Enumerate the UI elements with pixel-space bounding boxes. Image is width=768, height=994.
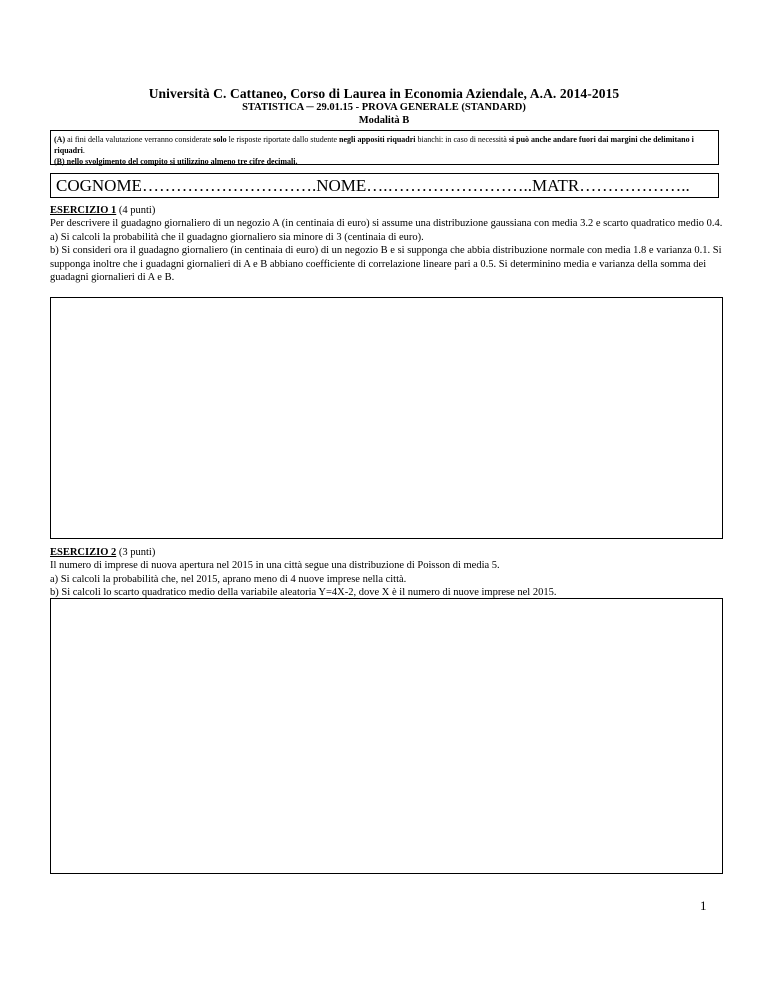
exercise-2-label: ESERCIZIO 2 — [50, 547, 117, 558]
instruction-a — [54, 134, 715, 156]
instruction-a-tag: (A) — [54, 135, 66, 144]
instruction-a-end: . — [82, 146, 85, 155]
exercise-1-question-b: b) Si consideri ora il guadagno giornaliero (in centinaia di euro) di un negozio B e si supponga che abbia distribuzione normale con media 1.8 e varianza 0.1. Si supponga inoltre che i guadagni giornalieri di A e B abbiano coefficiente di correlazione lineare pari a 0.5. Si determinino media e varianza della somma dei guadagni giornalieri di A e B. — [50, 245, 722, 284]
exercise-1-question-a: a) Si calcoli la probabilità che il guadagno giornaliero sia minore di 3 (centinaia di euro). — [50, 231, 424, 243]
exercise-2-intro: Il numero di imprese di nuova apertura nel 2015 in una città segue una distribuzione di Poisson di media 5. — [50, 560, 500, 572]
instructions-box — [50, 130, 719, 165]
instruction-a-margins: si può anche andare fuori dai margini che delimitano i riquadri — [54, 135, 694, 155]
exam-subtitle: STATISTICA ─ 29.01.15 - PROVA GENERALE (STANDARD) — [242, 102, 526, 113]
instruction-a-text-2: le risposte riportate dallo studente — [226, 135, 340, 144]
exam-variant: Modalità B — [358, 115, 410, 126]
instruction-a-text-1: ai fini della valutazione verranno considerate — [65, 135, 214, 144]
exercise-2-points: (3 punti) — [116, 547, 156, 558]
instruction-a-riquadri: negli appositi riquadri — [339, 135, 416, 144]
exercise-1-label: ESERCIZIO 1 — [50, 205, 117, 216]
exercise-2-heading — [50, 546, 725, 559]
page-number: 1 — [700, 898, 707, 913]
exercise-2-question-b: b) Si calcoli lo scarto quadratico medio della variabile aleatoria Y=4X-2, dove X è il numero di nuove imprese nel 2015. — [50, 587, 557, 599]
exercise-2 — [50, 546, 725, 600]
instruction-a-text-3: bianchi: in caso di necessità — [415, 135, 509, 144]
exercise-1 — [50, 204, 725, 284]
exercise-1-answer-box[interactable] — [50, 297, 723, 539]
instruction-b — [54, 156, 715, 167]
exercise-2-answer-box[interactable] — [50, 598, 723, 874]
instruction-a-solo: solo — [213, 135, 227, 144]
exercise-2-question-a: a) Si calcoli la probabilità che, nel 2015, aprano meno di 4 nuove imprese nella città. — [50, 573, 407, 585]
instruction-b-text: (B) nello svolgimento del compito si utilizzino almeno tre cifre decimali. — [54, 157, 298, 166]
exercise-1-intro: Per descrivere il guadagno giornaliero di un negozio A (in centinaia di euro) si assume una distribuzione gaussiana con media 3.2 e scarto quadratico medio 0.4. — [50, 218, 723, 230]
exercise-1-points: (4 punti) — [116, 205, 156, 216]
exercise-1-heading — [50, 204, 725, 217]
document-title: Università C. Cattaneo, Corso di Laurea in Economia Aziendale, A.A. 2014-2015 — [148, 86, 620, 101]
student-name-field[interactable]: COGNOME………………………….NOME….……………………..MATR……………….. — [50, 173, 719, 198]
